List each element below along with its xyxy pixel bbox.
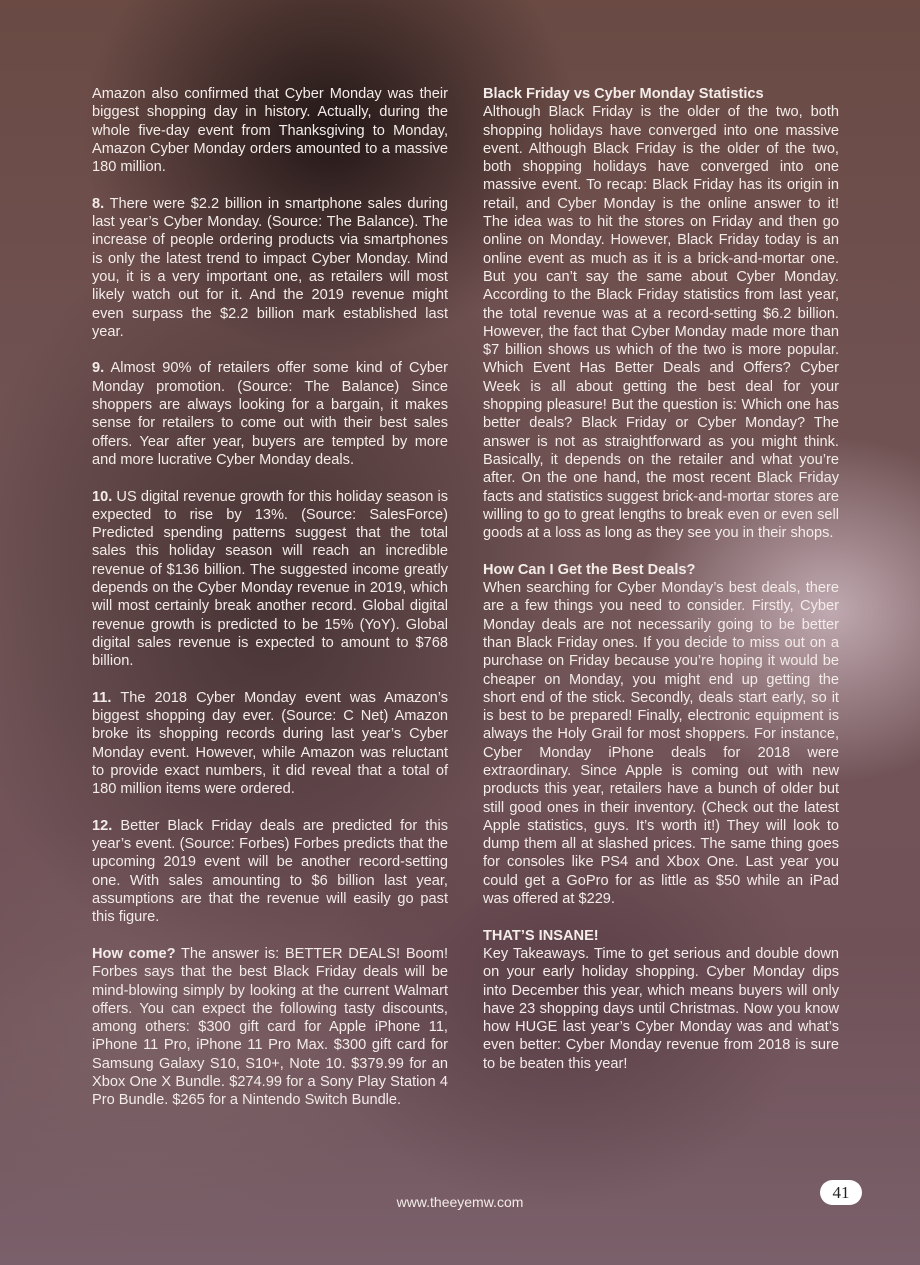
section-best-deals: [483, 561, 839, 909]
page-number-badge: 41: [820, 1180, 862, 1205]
section-heading: How Can I Get the Best Deals?: [483, 561, 696, 578]
section-text: Although Black Friday is the older of the two, both shopping holidays have converged into one massive event. Although Black Friday is the older of the two, both shopping holidays have converged into one massive event. To recap: Black Friday has its origin in retail, and Cyber Monday is the online answer to it! The idea was to hit the stores on Friday and then go online on Monday. However, Black Friday today is an online event as much as it is a brick-and-mortar one. But you can’t say the same about Cyber Monday. According to the Black Friday statistics from last year, the total revenue was at a record-setting $6.2 billion. However, the fact that Cyber Monday made more than $7 billion shows us which of the two is more popular. Which Event Has Better Deals and Offers? Cyber Week is all about getting the best deal for your shopping pleasure! But the question is: Which one has better deals? Black Friday or Cyber Monday? The answer is not as straightforward as you might think. Basically, it depends on the retailer and what you’re after. On the one hand, the most recent Black Friday facts and statistics suggest brick-and-mortar stores are willing to go to great lengths to break even or even sell goods at a loss as long as they see you in their shops.: [483, 104, 839, 542]
stat-text: Better Black Friday deals are predicted for this year’s event. (Source: Forbes) Forbes predicts that the upcoming 2019 event will be another record-setting one. With sales amounting to $6 billion last year, assumptions are that the revenue will easily go past this figure.: [92, 817, 448, 926]
stat-item-8: [92, 195, 448, 341]
stat-text: US digital revenue growth for this holiday season is expected to rise by 13%. (Source: SalesForce) Predicted spending patterns suggest that the total sales this holiday season will reach an incredible revenue of $136 billion. The suggested income greatly depends on the Cyber Monday revenue in 2019, which will most certainly break another record. Global digital revenue growth is predicted to be 15% (YoY). Global digital sales revenue is expected to amount to $768 billion.: [92, 488, 448, 670]
section-text: When searching for Cyber Monday’s best deals, there are a few things you need to consider. Firstly, Cyber Monday deals are not necessarily going to be better than Black Friday ones. If you decide to miss out on a purchase on Friday because you’re hoping it would be cheaper on Monday, you might end up getting the short end of the stick. Secondly, deals start early, so it is best to be prepared! Finally, electronic equipment is always the Holy Grail for most shoppers. For instance, Cyber Monday iPhone deals for 2018 were extraordinary. Since Apple is coming out with new products this year, retailers have a bunch of older but still good ones in their inventory. (Check out the latest Apple statistics, guys. It’s worth it!) They will look to dump them all at slashed prices. The same thing goes for consoles like PS4 and Xbox One. Last year you could get a GoPro for as little as $50 while an iPad was offered at $229.: [483, 580, 839, 908]
stat-item-12: [92, 817, 448, 927]
closing-lead: How come?: [92, 945, 176, 962]
stat-text: Almost 90% of retailers offer some kind of Cyber Monday promotion. (Source: The Balance) Since shoppers are always looking for a bargain, it makes sense for retailers to come out with their best sales offers. Year after year, buyers are tempted by more and more lucrative Cyber Monday deals.: [92, 360, 448, 468]
stat-text: There were $2.2 billion in smartphone sales during last year’s Cyber Monday. (Source: The Balance). The increase of people ordering products via smartphones is only the latest trend to impact Cyber Monday. Mind you, it is a very important one, as retailers will most likely watch out for it. And the 2019 revenue might even surpass the $2.2 billion mark established last year.: [92, 195, 448, 340]
section-comparison: [483, 85, 839, 542]
stat-item-9: [92, 359, 448, 469]
website-url: www.theeyemw.com: [396, 1194, 524, 1210]
closing-text: The answer is: BETTER DEALS! Boom! Forbes says that the best Black Friday deals will be mind-blowing simply by looking at the current Walmart offers. You can expect the following tasty discounts, among others: $300 gift card for Apple iPhone 11, iPhone 11 Pro, iPhone 11 Pro Max. $300 gift card for Samsung Galaxy S10, S10+, Note 10. $379.99 for an Xbox One X Bundle. $274.99 for a Sony Play Station 4 Pro Bundle. $265 for a Nintendo Switch Bundle.: [92, 945, 448, 1109]
closing-paragraph: [92, 945, 448, 1110]
stat-number: 11.: [92, 689, 112, 706]
right-column: [483, 85, 839, 1073]
stat-item-10: [92, 488, 448, 671]
intro-paragraph: Amazon also confirmed that Cyber Monday was their biggest shopping day in history. Actually, during the whole five-day event from Thanksgiving to Monday, Amazon Cyber Monday orders amounted to a massive 180 million.: [92, 86, 448, 176]
stat-number: 10.: [92, 488, 113, 505]
stat-number: 9.: [92, 360, 105, 377]
section-text: Key Takeaways. Time to get serious and double down on your early holiday shopping. Cyber Monday dips into December this year, which means buyers will only have 23 shopping days until Christmas. Now you know how HUGE last year’s Cyber Monday was and what’s even better: Cyber Monday revenue from 2018 is sure to be beaten this year!: [483, 945, 839, 1072]
section-heading: Black Friday vs Cyber Monday Statistics: [483, 86, 764, 102]
stat-number: 8.: [92, 195, 105, 212]
section-heading: THAT’S INSANE!: [483, 927, 599, 944]
stat-text: The 2018 Cyber Monday event was Amazon’s biggest shopping day ever. (Source: C Net) Amazon broke its shopping records during last year’s Cyber Monday event. However, while Amazon was reluctant to provide exact numbers, it did reveal that a total of 180 million items were ordered.: [92, 689, 448, 798]
stat-item-11: [92, 689, 448, 799]
left-column: [92, 85, 448, 1110]
section-takeaways: [483, 927, 839, 1073]
stat-number: 12.: [92, 817, 113, 834]
